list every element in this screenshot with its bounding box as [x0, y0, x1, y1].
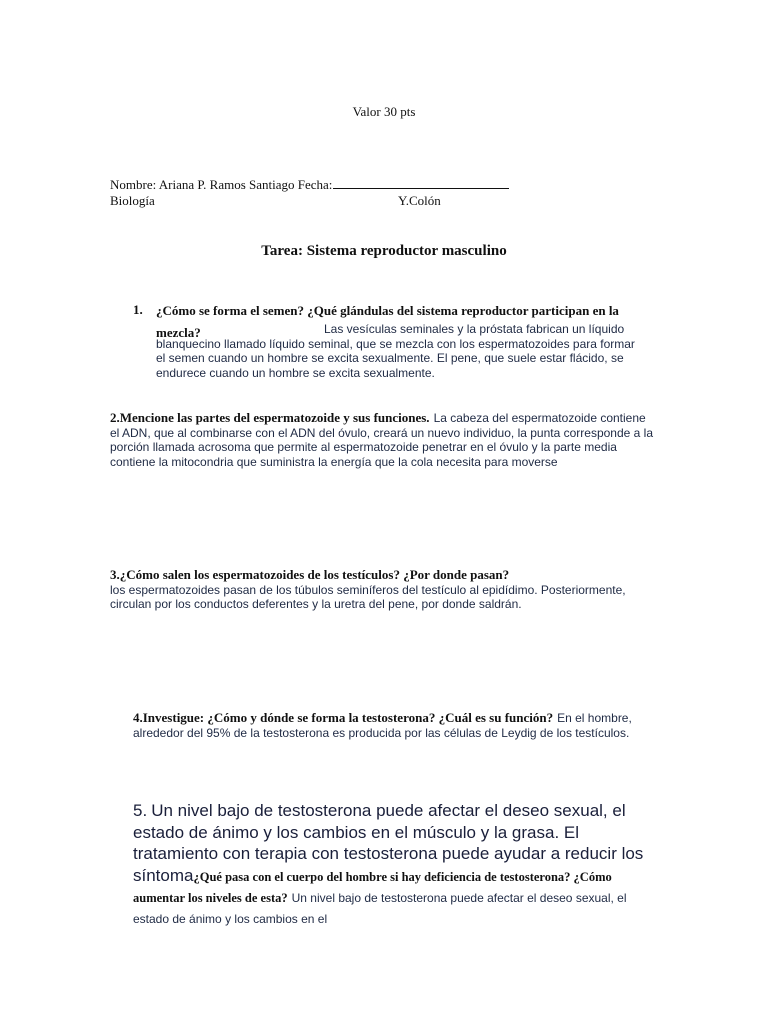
document-title: Tarea: Sistema reproductor masculino: [261, 243, 507, 259]
question-5-intro: Un nivel bajo de testosterona puede afectar el deseo sexual, el estado de ánimo y los cambios en el músculo y la grasa. El tratamiento con terapia con testosterona puede ayudar a reducir los síntoma: [133, 801, 644, 885]
question-4-answer: En el hombre, alrededor del 95% de la testosterona es producida por las células de Leydig de los testículos.: [133, 711, 632, 740]
teacher-label: Y.Colón: [398, 193, 441, 208]
question-2-answer: La cabeza del espermatozoide contiene el ADN, que al combinarse con el ADN del óvulo, creará un nuevo individuo, la punta corresponde a la porción llamada acrosoma que permite al espermatozoide penetrar en el óvulo y la parte media contiene la mitocondria que suministra la energía que la cola necesita para moverse: [110, 411, 653, 469]
subject-label: Biología: [110, 193, 155, 208]
question-1-answer: [156, 322, 646, 380]
question-1-answer-text: Las vesículas seminales y la próstata fabrican un líquido blanquecino llamado líquido seminal, que se mezcla con los espermatozoides para formar el semen cuando un hombre se excita sexualmente. El pene, que suele estar flácido, se endurece cuando un hombre se excita sexualmente.: [156, 322, 635, 380]
question-5-number: 5.: [133, 801, 148, 820]
points-value: Valor 30 pts: [352, 104, 416, 119]
question-4-block: [133, 711, 658, 740]
question-2-block: [110, 411, 658, 469]
name-label: Nombre: Ariana P. Ramos Santiago Fecha:: [110, 177, 333, 192]
question-1-number: 1.: [133, 302, 143, 317]
question-3-text: 3.¿Cómo salen los espermatozoides de los testículos? ¿Por donde pasan?: [110, 567, 510, 582]
question-5-text: ¿Qué pasa con el cuerpo del hombre si hay deficiencia de testosterona? ¿Cómo aumentar los niveles de esta?: [133, 869, 612, 905]
question-1-text: ¿Cómo se forma el semen? ¿Qué glándulas del sistema reproductor participan en la mezcla?: [156, 303, 619, 340]
question-5-block: [133, 800, 658, 928]
question-3-block: [110, 568, 658, 612]
question-5-answer: Un nivel bajo de testosterona puede afectar el deseo sexual, el estado de ánimo y los cambios en el: [133, 891, 627, 926]
name-date-line: [110, 176, 509, 193]
question-2-text: 2.Mencione las partes del espermatozoide y sus funciones.: [110, 410, 430, 425]
question-4-text: 4.Investigue: ¿Cómo y dónde se forma la testosterona? ¿Cuál es su función?: [133, 710, 554, 725]
date-blank-line: [333, 176, 509, 189]
question-3-answer: los espermatozoides pasan de los túbulos seminíferos del testículo al epidídimo. Posteriormente, circulan por los conductos deferentes y la uretra del pene, por donde saldrán.: [110, 582, 626, 611]
